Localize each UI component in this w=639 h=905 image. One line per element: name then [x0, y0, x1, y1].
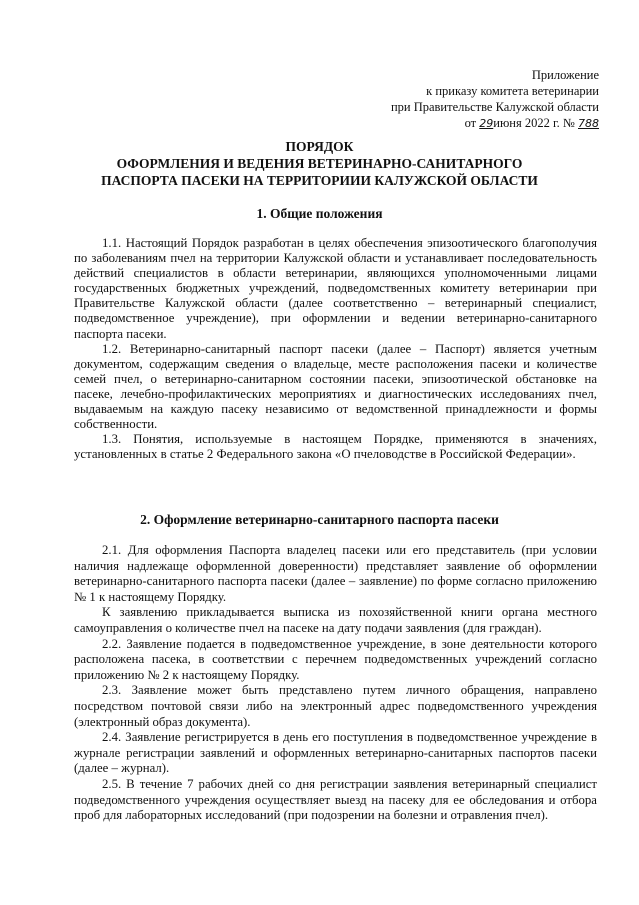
section-1-body [74, 236, 597, 462]
appendix-order-ref: к приказу комитета ветеринарии [426, 84, 599, 98]
appendix-authority: при Правительстве Калужской области [390, 100, 599, 114]
paragraph-2-4: 2.4. Заявление регистрируется в день его поступления в подведомственное учреждение в журнале регистрации заявлений и оформленных ветеринарно-санитарных паспортов пасеки (далее – журнал). [74, 730, 597, 776]
paragraph-2-1-attachment: К заявлению прикладывается выписка из похозяйственной книги органа местного самоуправления о количестве пчел на пасеке на дату подачи заявления (для граждан). [74, 605, 597, 635]
paragraph-2-3: 2.3. Заявление может быть представлено путем личного обращения, направлено посредством почтовой связи либо на электронный адрес подведомственного учреждения (электронный образ документа). [74, 683, 597, 729]
document-title [0, 138, 639, 189]
section-2-heading: 2. Оформление ветеринарно-санитарного паспорта пасеки [140, 512, 499, 527]
paragraph-2-2: 2.2. Заявление подается в подведомственное учреждение, в зоне деятельности которого расположена пасека, в соответствии с перечнем подведомственных учреждений согласно приложению № 2 к настоящему Порядку. [74, 636, 597, 682]
handwritten-day: 29 [479, 117, 494, 130]
appendix-label: Приложение [531, 68, 599, 82]
date-prefix: от [464, 116, 477, 130]
title-line-2: ОФОРМЛЕНИЯ И ВЕДЕНИЯ ВЕТЕРИНАРНО-САНИТАРНОГО [116, 156, 523, 171]
section-2-body [74, 543, 597, 824]
handwritten-number: 788 [578, 117, 599, 130]
title-line-3: ПАСПОРТА ПАСЕКИ НА ТЕРРИТОРИИИ КАЛУЖСКОЙ ОБЛАСТИ [101, 173, 538, 188]
title-line-1: ПОРЯДОК [285, 139, 354, 154]
section-1-heading: 1. Общие положения [256, 206, 383, 221]
paragraph-2-5: 2.5. В течение 7 рабочих дней со дня регистрации заявления ветеринарный специалист подведомственного учреждения осуществляет выезд на пасеку для ее обследования и отбора проб для лабораторных исследований (при подозрении на болезни и отравления пчел). [74, 776, 597, 823]
appendix-date-line [391, 115, 599, 132]
paragraph-1-2: 1.2. Ветеринарно-санитарный паспорт пасеки (далее – Паспорт) является учетным документом, содержащим сведения о владельце, месте расположения пасеки и количестве семей пчел, о ветеринарно-санитарном состоянии пасеки, эпизоотической обстановке на пасеке, лечебно-профилактических мероприятиях и диагностических исследованиях пчел, выдаваемым на каждую пасеку независимо от ведомственной принадлежности и формы собственности. [74, 341, 597, 432]
paragraph-1-1: 1.1. Настоящий Порядок разработан в целях обеспечения эпизоотического благополучия по заболеваниям пчел на территории Калужской области и устанавливает последовательность действий специалистов в области ветеринарии, являющихся уполномоченными лицами государственных бюджетных учреждений, подведомственных комитету ветеринарии при Правительстве Калужской области (далее соответственно – ветеринарный специалист, подведомственное учреждение), при оформлении и ведении ветеринарно-санитарного паспорта пасеки. [74, 236, 597, 341]
paragraph-1-3: 1.3. Понятия, используемые в настоящем Порядке, применяются в значениях, установленных в статье 2 Федерального закона «О пчеловодстве в Российской Федерации». [74, 432, 597, 462]
appendix-block [391, 67, 599, 132]
paragraph-2-1: 2.1. Для оформления Паспорта владелец пасеки или его представитель (при условии наличия надлежаще оформленной доверенности) представляет заявление об оформлении ветеринарно-санитарного паспорта пасеки (далее – заявление) по форме согласно приложению № 1 к настоящему Порядку. [74, 543, 597, 604]
date-middle: июня 2022 г. № [493, 116, 575, 130]
